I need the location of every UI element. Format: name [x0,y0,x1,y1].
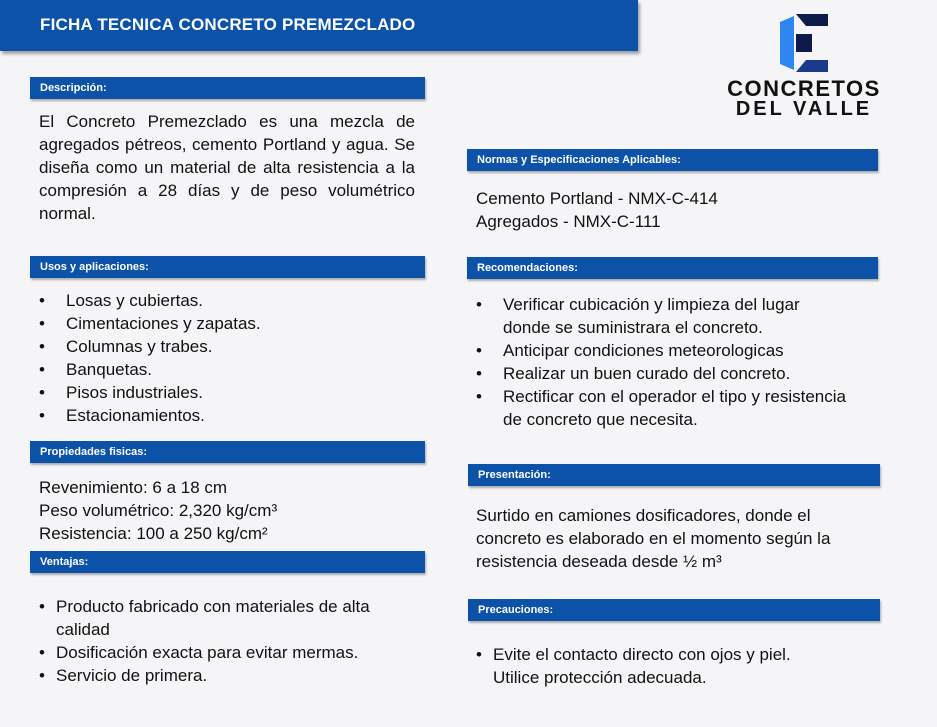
bullet-glyph: • [476,645,482,664]
section-label-recomendaciones: Recomendaciones: [467,257,878,279]
bullet-glyph: • [39,360,45,379]
list-item: • Verificar cubicación y limpieza del lugar donde se suministrara el concreto. [476,295,800,337]
norma-cemento: Cemento Portland - NMX-C-414 [476,189,718,208]
ventajas-list [39,595,419,687]
bullet-glyph: • [39,291,45,310]
list-item: • Cimentaciones y zapatas. [39,314,261,333]
propiedad-peso: Peso volumétrico: 2,320 kg/cm³ [39,501,278,520]
section-label-ventajas: Ventajas: [30,551,425,573]
bullet-glyph: • [39,337,45,356]
bullet-glyph: • [39,314,45,333]
section-label-precauciones: Precauciones: [468,599,880,621]
precauciones-list [476,643,836,689]
bullet-glyph: • [39,666,45,685]
list-item: • Evite el contacto directo con ojos y piel. Utilice protección adecuada. [476,645,791,687]
section-label-normas: Normas y Especificaciones Aplicables: [467,149,878,171]
propiedad-revenimiento: Revenimiento: 6 a 18 cm [39,478,228,497]
bullet-glyph: • [476,364,482,383]
list-item: • Realizar un buen curado del concreto. [476,364,791,383]
logo-text-concretos: CONCRETOS [727,76,881,101]
list-item: • Rectificar con el operador el tipo y resistencia de concreto que necesita. [476,387,846,429]
descripcion-text: El Concreto Premezclado es una mezcla de agregados pétreos, cemento Portland y agua. Se diseña como un material de alta resistencia a la compresión a 28 días y de peso volumétrico normal. [39,112,415,223]
section-label-presentacion: Presentación: [468,464,880,486]
list-item: • Pisos industriales. [39,383,204,402]
bullet-glyph: • [476,295,482,314]
propiedad-resistencia: Resistencia: 100 a 250 kg/cm² [39,524,268,543]
company-logo [718,14,890,118]
c-logo-icon [778,14,830,72]
presentacion-text: Surtido en camiones dosificadores, donde el concreto es elaborado en el momento según la resistencia deseada desde ½ m³ [476,506,831,571]
bullet-glyph: • [39,406,45,425]
list-item: • Servicio de primera. [39,666,208,685]
bullet-glyph: • [39,643,45,662]
usos-list [39,289,419,427]
bullet-glyph: • [476,341,482,360]
bullet-glyph: • [476,387,482,406]
recomendaciones-list [476,293,848,431]
list-item: • Estacionamientos. [39,406,205,425]
section-label-descripcion: Descripción: [30,77,425,99]
section-label-usos: Usos y aplicaciones: [30,256,425,278]
list-item: • Losas y cubiertas. [39,291,204,310]
title-bar [0,0,638,51]
normas-text [476,187,876,233]
bullet-glyph: • [39,597,45,616]
page-title: FICHA TECNICA CONCRETO PREMEZCLADO [40,15,416,34]
list-item: • Dosificación exacta para evitar mermas. [39,643,359,662]
propiedades-text [39,476,419,545]
list-item: • Producto fabricado con materiales de alta calidad [39,597,370,639]
list-item: • Anticipar condiciones meteorologicas [476,341,784,360]
bullet-glyph: • [39,383,45,402]
list-item: • Banquetas. [39,360,153,379]
list-item: • Columnas y trabes. [39,337,213,356]
section-label-propiedades: Propiedades fisicas: [30,441,425,463]
logo-text-del-valle: DEL VALLE [735,98,873,120]
norma-agregados: Agregados - NMX-C-111 [476,212,661,231]
